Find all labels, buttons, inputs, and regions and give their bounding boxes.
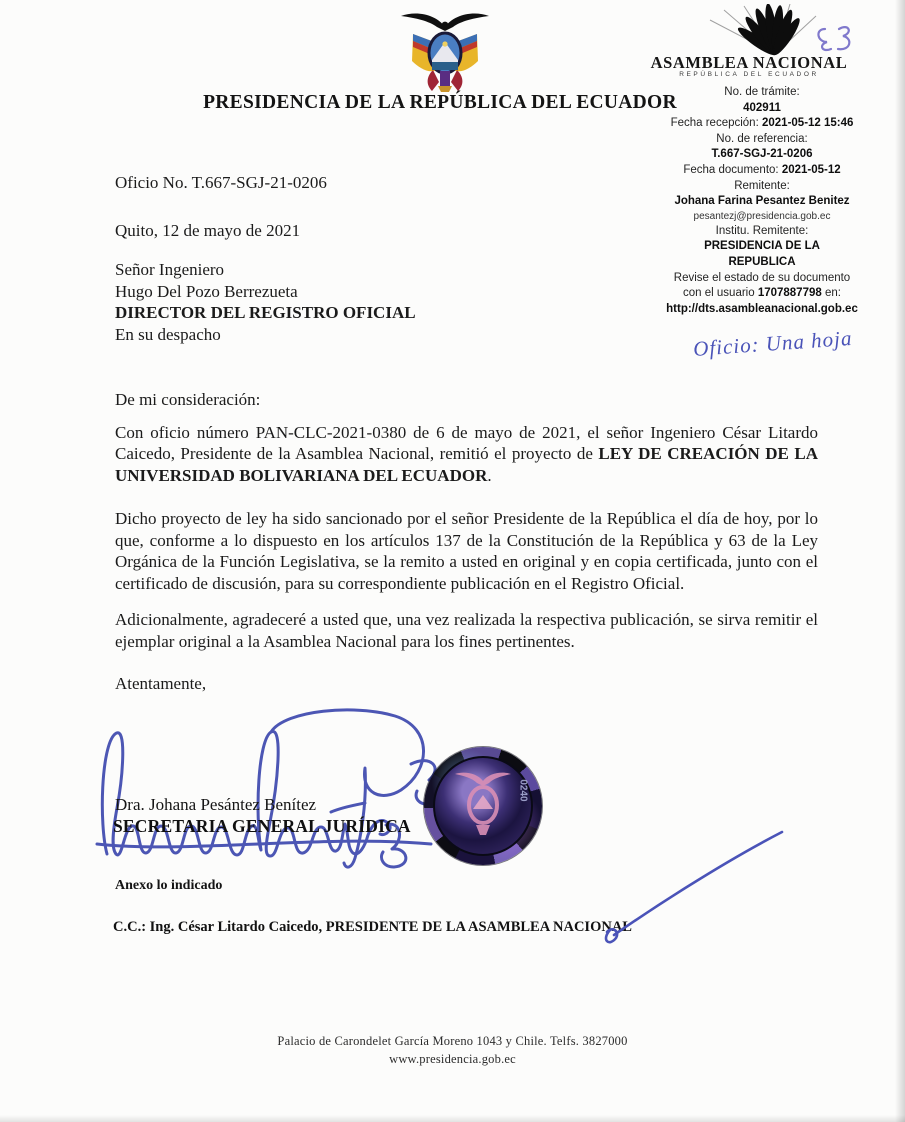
signer-title: SECRETARIA GENERAL JURÍDICA	[113, 816, 411, 836]
date-line: Quito, 12 de mayo de 2021	[115, 220, 301, 240]
pen-flourish	[592, 822, 797, 947]
recipient-line: En su despacho	[115, 324, 221, 344]
stamp-revise-line2: con el usuario 1707887798 en:	[683, 287, 841, 300]
salutation: De mi consideración:	[115, 390, 261, 409]
recipient-block	[115, 259, 818, 345]
footer-website: www.presidencia.gob.ec	[389, 1051, 516, 1066]
seal-coat-of-arms	[424, 747, 542, 865]
asamblea-logo-subtitle: REPÚBLICA DEL ECUADOR	[679, 71, 819, 78]
stamp-institu-value: PRESIDENCIA DE LA REPUBLICA	[704, 240, 820, 268]
letter-body	[115, 172, 818, 695]
stamp-recepcion-line: Fecha recepción: 2021-05-12 15:46	[670, 117, 854, 130]
stamp-remitente-label: Remitente:	[734, 179, 790, 192]
stamp-documento-line: Fecha documento: 2021-05-12	[683, 163, 841, 176]
paragraph-1: Con oficio número PAN-CLC-2021-0380 de 6 de mayo de 2021, el señor Ingeniero César Litardo Caicedo, Presidente de la Asamblea Nacional, remitió el proyecto de LEY DE CREACIÓN DE LA UNIVERSIDAD BOLIVARIANA DEL ECUADOR.	[115, 422, 818, 485]
handwritten-signature	[95, 706, 457, 874]
page-title: PRESIDENCIA DE LA REPÚBLICA DEL ECUADOR	[203, 92, 677, 113]
handwritten-note: Oficio: Una hoja	[692, 325, 854, 361]
stamp-remitente-email: pesantezj@presidencia.gob.ec	[693, 210, 831, 222]
ecuador-coat-of-arms	[392, 10, 498, 94]
cc-line: C.C.: Ing. César Litardo Caicedo, PRESIDENTE DE LA ASAMBLEA NACIONAL	[113, 919, 632, 935]
stamp-referencia-value: T.667-SGJ-21-0206	[711, 148, 813, 161]
recipient-line: Hugo Del Pozo Berrezueta	[115, 281, 298, 301]
asamblea-logo-name: ASAMBLEA NACIONAL	[650, 53, 848, 72]
paragraph-2: Dicho proyecto de ley ha sido sancionado por el señor Presidente de la República el día de hoy, por lo que, conforme a lo dispuesto en los artículos 137 de la Constitución de la República y 63 de la Ley Orgánica de la Función Legislativa, se la remito a usted en original y en copia certificada, junto con el certificado de discusión, para su correspondiente publicación en el Registro Oficial.	[115, 509, 818, 593]
stamp-remitente-value: Johana Farina Pesantez Benitez	[674, 195, 850, 208]
handwritten-monogram	[812, 20, 854, 56]
oficio-number: Oficio No. T.667-SGJ-21-0206	[115, 173, 327, 192]
stamp-tramite-value: 402911	[743, 101, 781, 114]
stamp-referencia-label: No. de referencia:	[716, 132, 808, 145]
recipient-line: DIRECTOR DEL REGISTRO OFICIAL	[115, 303, 416, 322]
letter-footer	[0, 1033, 905, 1068]
stamp-revise-line1: Revise el estado de su documento	[673, 271, 851, 284]
stamp-tramite-label: No. de trámite:	[724, 86, 800, 98]
stamp-revise-url: http://dts.asambleanacional.gob.ec	[666, 302, 858, 315]
footer-address: Palacio de Carondelet García Moreno 1043 y Chile. Telfs. 3827000	[277, 1034, 628, 1048]
closing: Atentamente,	[115, 674, 207, 693]
paragraph-3: Adicionalmente, agradeceré a usted que, una vez realizada la respectiva publicación, se sirva remitir el ejemplar original a la Asamblea Nacional para los fines pertinentes.	[115, 610, 818, 651]
annex-note: Anexo lo indicado	[115, 878, 223, 893]
signer-name: Dra. Johana Pesántez Benítez	[115, 795, 317, 814]
seal-serial-number: 0240	[517, 779, 529, 802]
holographic-seal	[424, 747, 542, 865]
stamp-institu-label: Institu. Remitente:	[715, 224, 809, 237]
recipient-line: Señor Ingeniero	[115, 260, 225, 279]
